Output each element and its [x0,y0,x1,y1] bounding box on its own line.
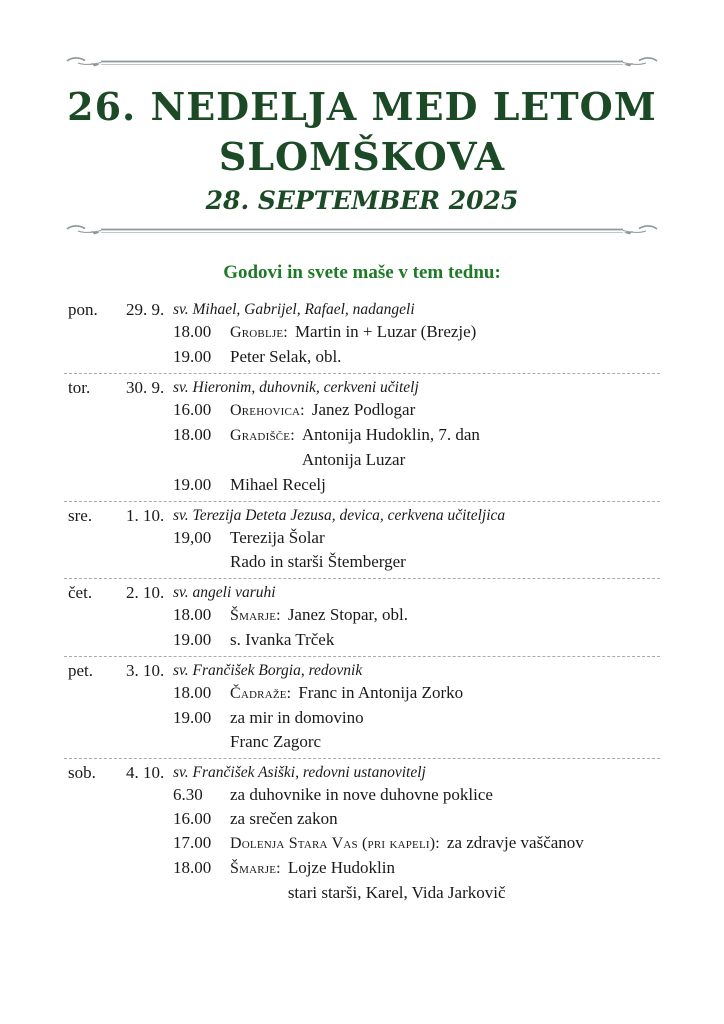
ornament-rule-top-icon [65,54,659,70]
mass-intention: za mir in domovino [230,708,364,727]
day-label: čet. [68,583,93,602]
day-label: pon. [68,300,98,319]
day-content [173,505,660,574]
mass-intention: Martin in + Luzar (Brezje) [294,322,477,341]
mass-time: 19.00 [173,708,212,727]
mass-intention: za zdravje vaščanov [446,833,584,852]
mass-entry [173,345,660,369]
page-title-line1: 26. NEDELJA MED LETOM [67,84,657,129]
date-label: 4. 10. [126,763,165,782]
day-label: sre. [68,506,93,525]
schedule-day-row [64,501,660,578]
mass-entry [173,398,660,423]
mass-time: 16.00 [173,400,212,419]
mass-intention: za srečen zakon [230,809,338,828]
day-content [173,377,660,497]
day-content [173,660,660,754]
mass-entry [173,807,660,831]
mass-location: Šmarje: [230,860,281,877]
mass-entry [173,783,660,807]
feast-label: sv. Mihael, Gabrijel, Rafael, nadangeli [173,301,415,318]
mass-entry [173,628,660,652]
day-label: tor. [68,378,91,397]
mass-intention: stari starši, Karel, Vida Jarkovič [287,883,506,902]
mass-entry [173,550,660,574]
mass-location: Orehovica: [230,402,305,419]
mass-intention: Rado in starši Štemberger [230,552,406,571]
feast-label: sv. Hieronim, duhovnik, cerkveni učitelj [173,379,419,396]
mass-entry [173,448,660,473]
mass-intention: Antonija Hudoklin, 7. dan [301,425,480,444]
mass-entry [173,856,660,881]
mass-time: 19.00 [173,347,212,366]
mass-entry [173,706,660,730]
mass-time: 19.00 [173,630,212,649]
mass-intention: Mihael Recelj [230,475,326,494]
mass-time: 18.00 [173,683,212,702]
mass-location: Gradišče: [230,427,295,444]
date-label: 30. 9. [126,378,165,397]
mass-time: 18.00 [173,605,212,624]
mass-entry [173,730,660,754]
mass-intention: Peter Selak, obl. [230,347,342,366]
mass-entry [173,881,660,906]
mass-entry [173,681,660,706]
day-content [173,582,660,652]
mass-location: Groblje: [230,324,288,341]
mass-time: 6.30 [173,785,203,804]
mass-time: 16.00 [173,809,212,828]
feast-label: sv. Frančišek Borgia, redovnik [173,662,363,679]
date-label: 3. 10. [126,661,165,680]
mass-time: 17.00 [173,833,212,852]
mass-intention: Franc Zagorc [230,732,322,751]
feast-label: sv. Frančišek Asiški, redovni ustanovitelj [173,764,426,781]
mass-intention: Franc in Antonija Zorko [298,683,464,702]
feast-label: sv. angeli varuhi [173,584,276,601]
bulletin-date: 28. SEPTEMBER 2025 [205,186,519,215]
page-title-line2: SLOMŠKOVA [218,134,506,179]
mass-intention: Janez Stopar, obl. [287,605,408,624]
mass-time: 19,00 [173,528,212,547]
mass-time: 19.00 [173,475,212,494]
mass-schedule [64,296,660,910]
mass-intention: Janez Podlogar [311,400,416,419]
mass-location: Čadraže: [230,685,292,702]
mass-entry [173,473,660,497]
mass-location: Dolenja Stara Vas (pri kapeli): [230,835,440,852]
mass-intention: s. Ivanka Trček [230,630,335,649]
mass-time: 18.00 [173,425,212,444]
section-heading: Godovi in svete maše v tem tednu: [223,262,501,283]
mass-entry [173,423,660,448]
date-label: 1. 10. [126,506,165,525]
day-label: sob. [68,763,96,782]
day-content [173,299,660,369]
mass-time: 18.00 [173,858,212,877]
schedule-day-row [64,296,660,373]
day-label: pet. [68,661,94,680]
schedule-day-row [64,578,660,656]
day-content [173,762,660,906]
mass-intention: za duhovnike in nove duhovne poklice [230,785,493,804]
schedule-day-row [64,758,660,910]
ornament-rule-bottom-icon [65,222,659,238]
mass-location: Šmarje: [230,607,281,624]
mass-intention: Terezija Šolar [230,528,325,547]
schedule-day-row [64,373,660,501]
mass-intention: Lojze Hudoklin [287,858,395,877]
date-label: 29. 9. [126,300,165,319]
mass-entry [173,526,660,550]
mass-entry [173,603,660,628]
feast-label: sv. Terezija Deteta Jezusa, devica, cerkvena učiteljica [173,507,506,524]
mass-entry [173,831,660,856]
schedule-day-row [64,656,660,758]
title-block [0,82,724,182]
date-label: 2. 10. [126,583,165,602]
mass-intention: Antonija Luzar [301,450,406,469]
mass-time: 18.00 [173,322,212,341]
mass-entry [173,320,660,345]
